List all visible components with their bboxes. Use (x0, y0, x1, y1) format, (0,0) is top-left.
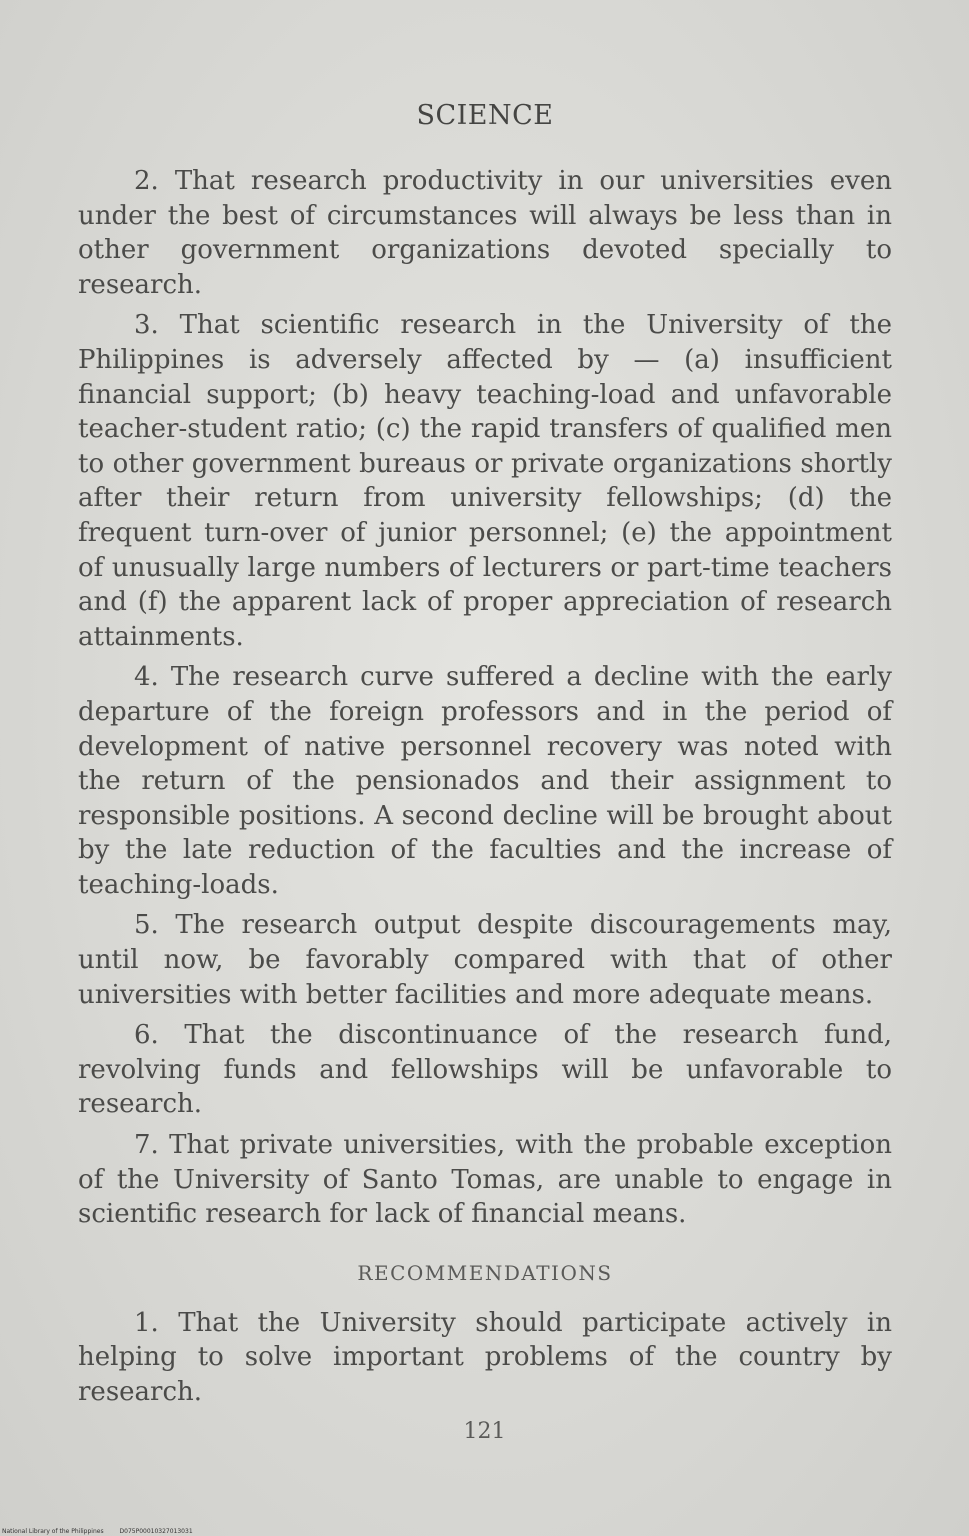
paragraph-4: 4. The research curve suffered a decline with the early departure of the foreign professors and in the period of development of native personnel recovery was noted with the return of the pensionados and their assignment to responsible positions. A second decline will be brought about by the late reduction of the faculties and the increase of teaching-loads. (78, 662, 892, 900)
page-number: 121 (463, 1419, 506, 1444)
scan-footer (2, 1528, 207, 1535)
footer-code: D075P00010327013031 (119, 1528, 193, 1535)
paragraph-6: 6. That the discontinuance of the research fund, revolving funds and fellowships will be unfavorable to research. (78, 1020, 892, 1120)
paragraph-3: 3. That scientific research in the University of the Philippines is adversely affected by — (a) insufficient financial support; (b) heavy teaching-load and unfavorable teacher-student ratio; (c) the rapid transfers of qualified men to other government bureaus or private organizations shortly after their return from university fellowships; (d) the frequent turn-over of junior personnel; (e) the appointment of unusually large numbers of lecturers or part-time teachers and (f) the apparent lack of proper appreciation of research attainments. (78, 310, 892, 652)
recommendation-1: 1. That the University should participate actively in helping to solve important problems of the country by research. (78, 1307, 892, 1407)
recommendations-heading: RECOMMENDATIONS (357, 1260, 613, 1285)
running-head: SCIENCE (416, 100, 554, 131)
footer-library: National Library of the Philippines (2, 1528, 104, 1535)
paragraph-2: 2. That research productivity in our universities even under the best of circumstances will always be less than in other government organizations devoted specially to research. (78, 166, 892, 300)
paragraph-5: 5. The research output despite discouragements may, until now, be favorably compared with that of other universities with better facilities and more adequate means. (78, 910, 892, 1010)
document-page (78, 98, 892, 1416)
paragraph-7: 7. That private universities, with the probable exception of the University of Santo Tomas, are unable to engage in scientific research for lack of financial means. (78, 1130, 892, 1230)
